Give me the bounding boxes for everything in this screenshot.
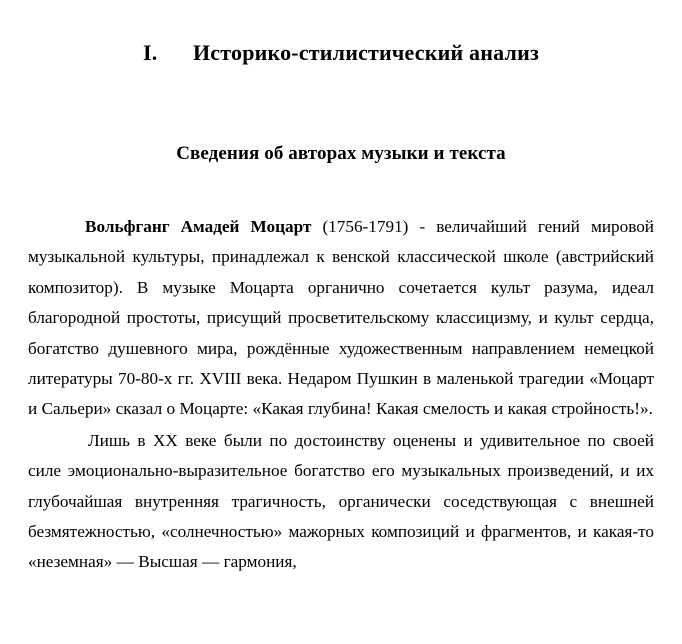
document-body bbox=[28, 0, 654, 578]
chapter-title: Историко-стилистический анализ bbox=[193, 40, 539, 65]
section-subtitle: Сведения об авторах музыки и текста bbox=[176, 143, 506, 164]
chapter-numeral: I. bbox=[143, 40, 158, 65]
paragraph-text: Лишь в XX веке были по достоинству оценены и удивительное по своей силе эмоционально-выразительное богатство его музыкальных произведений, и их глубочайшая внутренняя трагичность, органически соседствующая с внешней безмятежностью, «солнечностью» мажорных композиций и фрагментов, и какая-то «неземная» — Высшая — гармония, bbox=[28, 430, 654, 572]
body-paragraph bbox=[28, 168, 654, 425]
paragraph-text: (1756-1791) - величайший гений мировой музыкальной культуры, принадлежал к венской классической школе (австрийский композитор). В музыке Моцарта органично сочетается культ разума, идеал благородной простоты, присущий просветительскому классицизму, и культ сердца, богатство душевного мира, рождённые художественным направлением немецкой литературы 70-80-х гг. XVIII века. Недаром Пушкин в маленькой трагедии «Моцарт и Сальери» сказал о Моцарте: «Какая глубина! Какая смелость и какая стройность!». bbox=[28, 217, 654, 419]
paragraph-lead-name: Вольфганг Амадей Моцарт bbox=[85, 217, 312, 236]
body-paragraph bbox=[28, 425, 654, 578]
chapter-heading bbox=[28, 0, 654, 68]
